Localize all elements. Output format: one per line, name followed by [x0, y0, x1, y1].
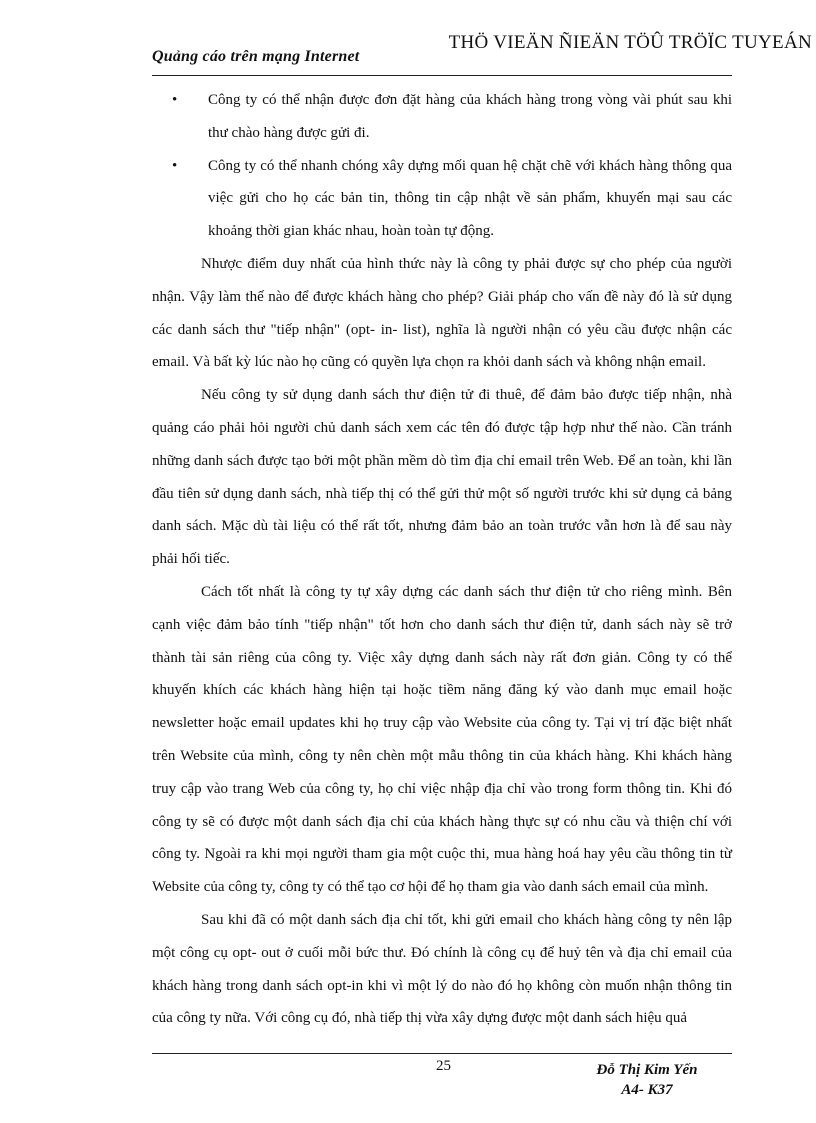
author-signature	[582, 1060, 712, 1100]
paragraph: Sau khi đã có một danh sách địa chỉ tốt, khi gửi email cho khách hàng công ty nên lập một công cụ opt- out ở cuối mỗi bức thư. Đó chính là công cụ để huỷ tên và địa chỉ email của khách hàng trong danh sách opt-in khi vì một lý do nào đó họ không còn muốn nhận thông tin của công ty nữa. Với công cụ đó, nhà tiếp thị vừa xây dựng được một danh sách hiệu quả	[152, 911, 732, 1027]
bullet-dot-icon: •	[172, 157, 178, 174]
bullet-dot-icon: •	[172, 92, 178, 108]
bullet-text: Công ty có thể nhanh chóng xây dựng mối quan hệ chặt chẽ với khách hàng thông qua việc gửi cho họ các bản tin, thông tin cập nhật về sản phẩm, khuyến mại sau các khoảng thời gian khác nhau, hoàn toàn tự động.	[208, 157, 732, 240]
paragraph: Nhược điểm duy nhất của hình thức này là công ty phải được sự cho phép của người nhận. Vậy làm thế nào để được khách hàng cho phép? Giải pháp cho vấn đề này đó là sử dụng các danh sách thư "tiếp nhận" (opt- in- list), nghĩa là người nhận có yêu cầu được nhận các email. Và bất kỳ lúc nào họ cũng có quyền lựa chọn ra khỏi danh sách và không nhận email.	[152, 255, 732, 371]
bullet-item	[152, 150, 732, 248]
page-body	[152, 84, 732, 1035]
header-library-title: THÖ VIEÄN ÑIEÄN TÖÛ TRÖÏC TUYEÁN	[448, 32, 812, 53]
author-name: Đỗ Thị Kim Yến	[596, 1062, 698, 1078]
paragraph: Nếu công ty sử dụng danh sách thư điện tử đi thuê, để đảm bảo được tiếp nhận, nhà quảng cáo phải hỏi người chủ danh sách xem các tên đó được tập hợp như thế nào. Cần tránh những danh sách được tạo bởi một phần mềm dò tìm địa chỉ email trên Web. Để an toàn, khi lần đầu tiên sử dụng danh sách, nhà tiếp thị có thể gửi thử một số người trước khi sử dụng cả bảng danh sách. Mặc dù tài liệu có thể rất tốt, nhưng đảm bảo an toàn trước vẫn hơn là để sau này phải hối tiếc.	[152, 387, 732, 568]
bullet-item	[152, 84, 732, 150]
paragraph: Cách tốt nhất là công ty tự xây dựng các danh sách thư điện tử cho riêng mình. Bên cạnh việc đảm bảo tính "tiếp nhận" tốt hơn cho danh sách thư điện tử, danh sách này sẽ trở thành tài sản riêng của công ty. Việc xây dựng danh sách này rất đơn giản. Công ty có thể khuyến khích các khách hàng hiện tại hoặc tiềm năng đăng ký vào danh mục email hoặc newsletter hoặc email updates khi họ truy cập vào Website của công ty. Tại vị trí đặc biệt nhất trên Website của mình, công ty nên chèn một mẫu thông tin của khách hàng. Khi khách hàng truy cập vào trang Web của công ty, họ chỉ việc nhập địa chỉ vào trong form thông tin. Khi đó công ty sẽ có được một danh sách địa chỉ của khách hàng thực sự có nhu cầu và thiện chí với công ty. Ngoài ra khi mọi người tham gia một cuộc thi, mua hàng hoá hay yêu cầu thông tin từ Website của công ty, công ty có thể tạo cơ hội để họ tham gia vào danh sách email của mình.	[152, 583, 732, 896]
header-document-title: Quảng cáo trên mạng Internet	[152, 48, 360, 65]
footer-divider	[152, 1053, 732, 1054]
bullet-text: Công ty có thể nhận được đơn đặt hàng của khách hàng trong vòng vài phút sau khi thư chào hàng được gửi đi.	[208, 92, 732, 141]
author-class: A4- K37	[621, 1082, 673, 1098]
page-number: 25	[436, 1058, 451, 1074]
header-divider	[152, 75, 732, 76]
